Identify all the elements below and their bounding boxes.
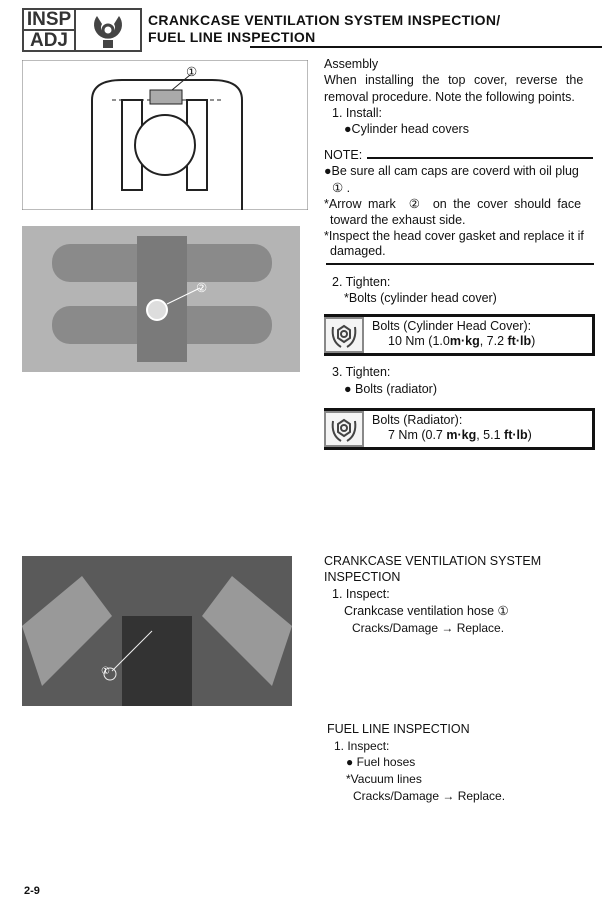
cylinder-head-diagram (22, 60, 308, 210)
section-adj: ADJ (29, 30, 68, 51)
note-label: NOTE: (324, 148, 363, 162)
step-2: 2. Tighten: (332, 275, 391, 289)
para-line: removal procedure. Note the following points. (324, 90, 575, 104)
note-line: damaged. (330, 244, 386, 258)
section-insp: INSP (24, 10, 74, 31)
spec-value: 10 Nm (1.0m·kg, 7.2 ft·lb) (388, 334, 536, 348)
crankcase-heading: INSPECTION (324, 570, 401, 584)
assembly-heading: Assembly (324, 57, 379, 71)
crankcase-result: Cracks/Damage → Replace. (352, 621, 505, 635)
wrench-icon (76, 10, 140, 50)
fuel-item: ● Fuel hoses (346, 755, 416, 769)
spec-value: 7 Nm (0.7 m·kg, 5.1 ft·lb) (388, 428, 532, 442)
note-end-rule (326, 263, 594, 265)
torque-wrench-icon (324, 411, 364, 447)
section-badge (22, 8, 142, 52)
torque-spec-head-cover (324, 314, 595, 356)
crankcase-item: Crankcase ventilation hose ① (344, 604, 509, 618)
para-line: When installing the top cover, reverse the (324, 73, 584, 87)
fuel-item: *Vacuum lines (346, 772, 422, 786)
title-rule (250, 46, 602, 48)
note-line: ●Be sure all cam caps are coverd with oil plug (324, 164, 579, 178)
note-line: ① . (332, 181, 351, 195)
step-1: 1. Install: (332, 106, 383, 120)
crankcase-step: 1. Inspect: (332, 587, 390, 601)
note-rule (367, 157, 593, 159)
note-line: *Inspect the head cover gasket and replace it if (324, 229, 584, 243)
torque-spec-radiator (324, 408, 595, 450)
page-title: CRANKCASE VENTILATION SYSTEM INSPECTION/ FUEL LINE INSPECTION (148, 12, 501, 45)
callout-3: ① (101, 666, 110, 677)
callout-1: ① (186, 65, 198, 79)
page-number: 2-9 (24, 885, 40, 897)
note-line: *Arrow mark ② on the cover should face (324, 197, 582, 211)
fuel-heading: FUEL LINE INSPECTION (327, 722, 470, 736)
fuel-result: Cracks/Damage → Replace. (353, 789, 506, 803)
crankcase-photo (22, 556, 292, 706)
spec-label: Bolts (Radiator): (372, 413, 463, 427)
step-1-item: ●Cylinder head covers (344, 122, 469, 136)
callout-2: ② (196, 281, 208, 295)
torque-wrench-icon (324, 317, 364, 353)
step-2-item: *Bolts (cylinder head cover) (344, 291, 497, 305)
fuel-step: 1. Inspect: (334, 739, 390, 753)
spec-label: Bolts (Cylinder Head Cover): (372, 319, 532, 333)
step-3: 3. Tighten: (332, 365, 391, 379)
note-line: toward the exhaust side. (330, 213, 466, 227)
step-3-item: ● Bolts (radiator) (344, 382, 437, 396)
head-cover-photo (22, 226, 300, 372)
crankcase-heading: CRANKCASE VENTILATION SYSTEM (324, 554, 542, 568)
